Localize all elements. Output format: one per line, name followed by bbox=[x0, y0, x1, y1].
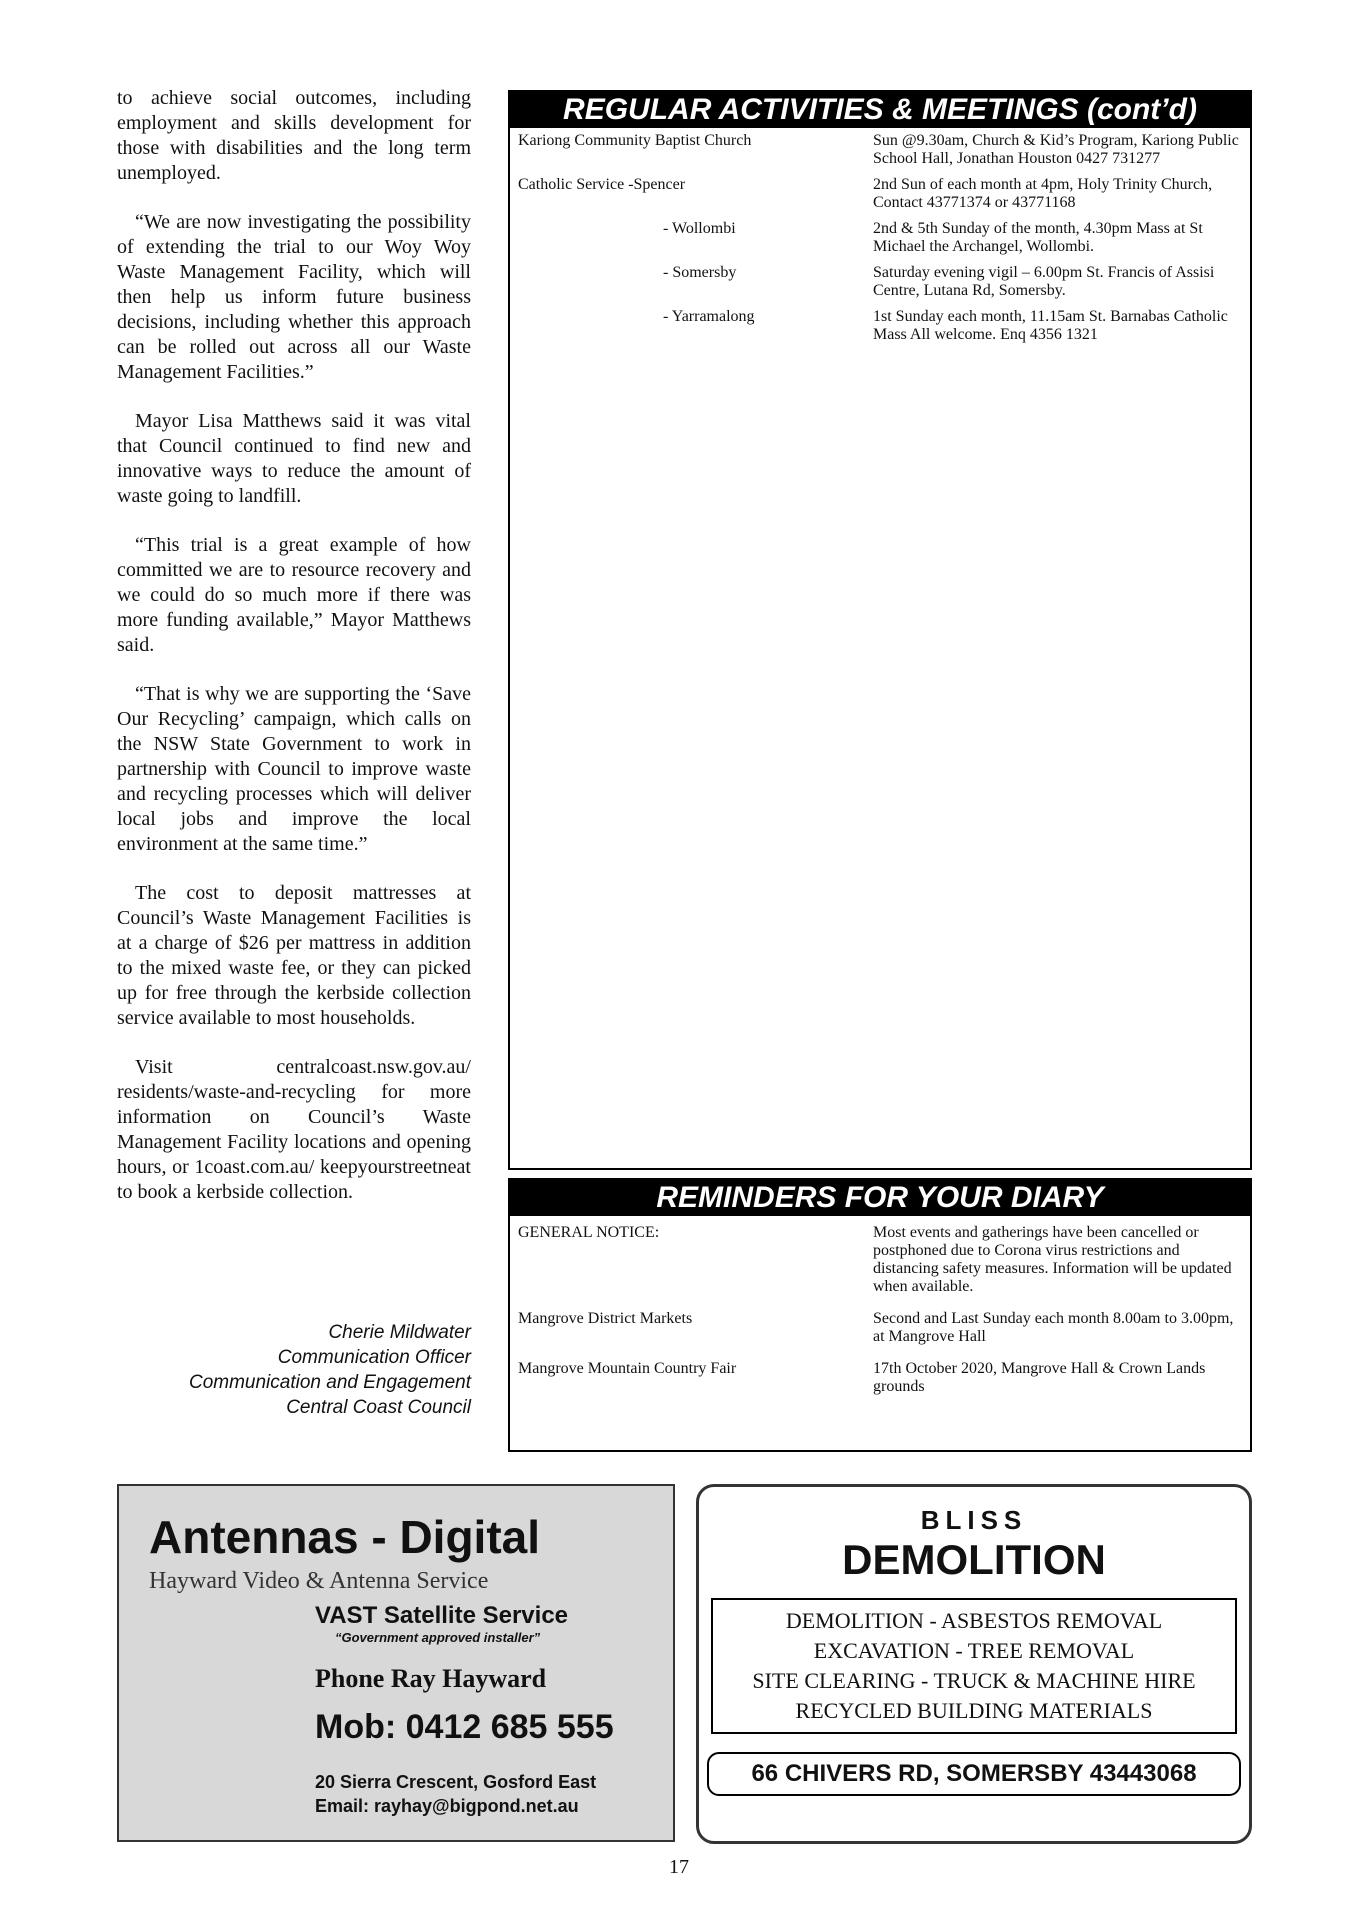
para: “That is why we are supporting the ‘Save Our Recycling’ campaign, which calls on the NSW State Government to work in partnership with Council to improve waste and recycling processes which will deliver local jobs and improve the local environment at the same time.” bbox=[117, 683, 471, 855]
para: Mayor Lisa Matthews said it was vital that Council continued to find new and innovative ways to reduce the amount of waste going to landfill. bbox=[117, 410, 471, 507]
ad-subtitle: Hayward Video & Antenna Service bbox=[149, 1568, 489, 1594]
row-name: Kariong Community Baptist Church bbox=[518, 132, 752, 149]
sig-line: Central Coast Council bbox=[286, 1397, 471, 1418]
row bbox=[518, 220, 1242, 256]
para: to achieve social outcomes, including employment and skills development for those with disabilities and the long term unemployed. bbox=[117, 87, 471, 184]
row-name: GENERAL NOTICE: bbox=[518, 1224, 660, 1241]
ad-brand-small: BLISS bbox=[920, 1505, 1028, 1535]
ad-phone-name: Phone Ray Hayward bbox=[315, 1664, 547, 1693]
demolition-ad bbox=[696, 1484, 1252, 1844]
para: “This trial is a great example of how committed we are to resource recovery and we could do so much more if there was more funding available,” Mayor Matthews said. bbox=[117, 534, 471, 656]
ad-installer: “Government approved installer” bbox=[335, 1630, 541, 1645]
ad-address: 66 CHIVERS RD, SOMERSBY 43443068 bbox=[707, 1752, 1241, 1796]
row-detail: Most events and gatherings have been cancelled or postphoned due to Corona virus restrictions and distancing safety measures. Information will be updated when available. bbox=[873, 1224, 1232, 1295]
row-detail: Second and Last Sunday each month 8.00am to 3.00pm, at Mangrove Hall bbox=[873, 1310, 1234, 1345]
row-name: Mangrove District Markets bbox=[518, 1310, 693, 1327]
row-detail: Saturday evening vigil – 6.00pm St. Francis of Assisi Centre, Lutana Rd, Somersby. bbox=[873, 264, 1215, 299]
ad-mobile: Mob: 0412 685 555 bbox=[315, 1708, 614, 1746]
row-detail: Sun @9.30am, Church & Kid’s Program, Kariong Public School Hall, Jonathan Houston 0427 731277 bbox=[873, 132, 1239, 167]
sig-line: Cherie Mildwater bbox=[328, 1322, 471, 1343]
article-column bbox=[117, 86, 471, 1229]
page-number: 17 bbox=[669, 1856, 689, 1878]
sig-line: Communication Officer bbox=[277, 1347, 471, 1368]
row bbox=[518, 308, 1242, 344]
ad-title: Antennas - Digital bbox=[149, 1511, 541, 1563]
para: “We are now investigating the possibility of extending the trial to our Woy Woy Waste Management Facility, which will then help us inform future business decisions, including whether this approach can be rolled out across all our Waste Management Facilities.” bbox=[117, 211, 471, 383]
row bbox=[518, 132, 1242, 168]
row-detail: 17th October 2020, Mangrove Hall & Crown Lands grounds bbox=[873, 1360, 1206, 1395]
row bbox=[518, 176, 1242, 212]
activities-title: REGULAR ACTIVITIES & MEETINGS (cont’d) bbox=[510, 92, 1250, 128]
para: The cost to deposit mattresses at Council’s Waste Management Facilities is at a charge of $26 per mattress in addition to the mixed waste fee, or they can picked up for free through the kerbside collection service available to most households. bbox=[117, 882, 471, 1029]
row-detail: 1st Sunday each month, 11.15am St. Barnabas Catholic Mass All welcome. Enq 4356 1321 bbox=[873, 308, 1228, 343]
ad-brand-large: DEMOLITION bbox=[842, 1536, 1106, 1583]
service-line: RECYCLED BUILDING MATERIALS bbox=[795, 1698, 1153, 1723]
row-name: Catholic Service -Spencer bbox=[518, 176, 686, 193]
service-line: SITE CLEARING - TRUCK & MACHINE HIRE bbox=[752, 1668, 1196, 1693]
para: Visit centralcoast.nsw.gov.au/ residents/waste-and-recycling for more information on Council’s Waste Management Facility locations and opening hours, or 1coast.com.au/ keepyourstreetneat to book a kerbside collection. bbox=[117, 1056, 471, 1203]
row-detail: 2nd Sun of each month at 4pm, Holy Trinity Church, Contact 43771374 or 43771168 bbox=[873, 176, 1213, 211]
reminders-title: REMINDERS FOR YOUR DIARY bbox=[510, 1180, 1250, 1216]
row-detail: 2nd & 5th Sunday of the month, 4.30pm Mass at St Michael the Archangel, Wollombi. bbox=[873, 220, 1203, 255]
row-name: - Wollombi bbox=[663, 220, 736, 237]
antenna-ad bbox=[117, 1484, 675, 1842]
ad-email: Email: rayhay@bigpond.net.au bbox=[315, 1796, 579, 1816]
row bbox=[518, 264, 1242, 300]
sig-line: Communication and Engagement bbox=[188, 1372, 471, 1393]
ad-address: 20 Sierra Crescent, Gosford East bbox=[315, 1772, 597, 1792]
row bbox=[518, 1360, 1242, 1396]
signature bbox=[117, 1320, 471, 1420]
row-name: Mangrove Mountain Country Fair bbox=[518, 1360, 737, 1377]
reminders-box bbox=[508, 1178, 1252, 1452]
service-line: EXCAVATION - TREE REMOVAL bbox=[813, 1638, 1135, 1663]
service-line: DEMOLITION - ASBESTOS REMOVAL bbox=[785, 1608, 1163, 1633]
ad-vast: VAST Satellite Service bbox=[315, 1602, 569, 1629]
row bbox=[518, 1310, 1242, 1346]
row-name: - Yarramalong bbox=[663, 308, 755, 325]
activities-box bbox=[508, 90, 1252, 1170]
ad-services bbox=[711, 1598, 1237, 1734]
row-name: - Somersby bbox=[663, 264, 737, 281]
row bbox=[518, 1224, 1242, 1296]
